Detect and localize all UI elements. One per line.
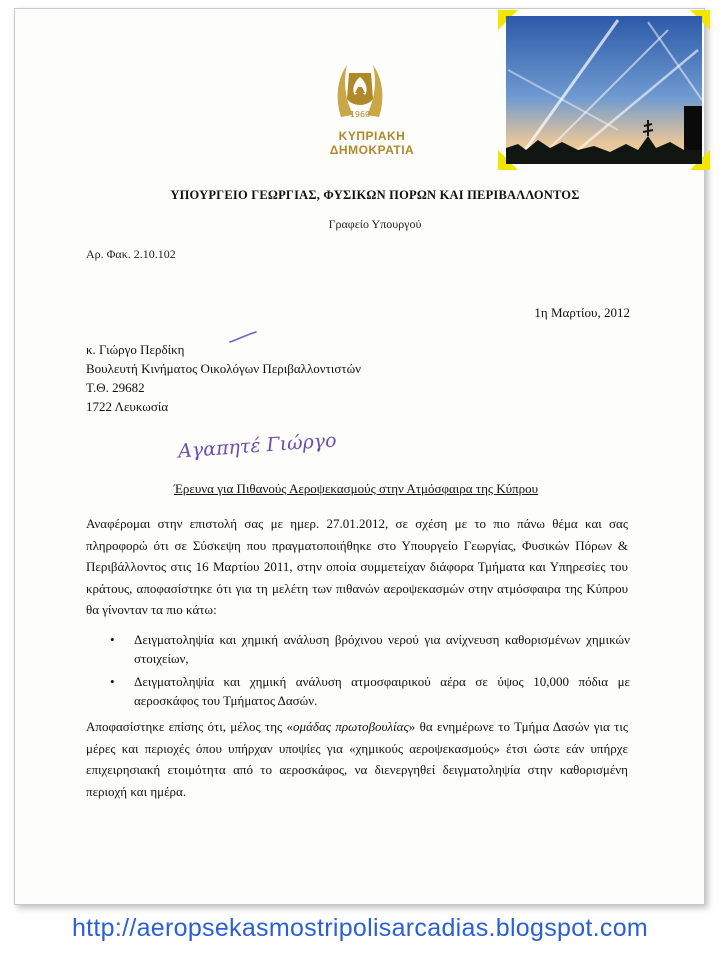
letter-subject: Έρευνα για Πιθανούς Αεροψεκασμούς στην Ατμόσφαιρα της Κύπρου (173, 481, 539, 496)
blog-url-watermark: http://aeropsekasmostripolisarcadias.blogspot.com (71, 914, 649, 942)
measures-list (110, 630, 630, 714)
republic-name: ΚΥΠΡΙΑΚΗ ΔΗΜΟΚΡΑΤΙΑ (329, 129, 415, 157)
body-paragraph-1: Αναφέρομαι στην επιστολή σας με ημερ. 27.01.2012, σε σχέση με το πιο πάνω θέμα και σας πληροφορώ ότι σε Σύσκεψη που πραγματοποιήθηκε στο Υπουργείο Γεωργίας, Φυσικών Πόρων & Περιβάλλοντος στις 16 Μαρτίου 2011, στην οποία συμμετείχαν διάφορα Τμήματα και Υπηρεσίες του κράτους, αποφασίστηκε ότι για τη μελέτη των πιθανών αεροψεκασμών στην ατμόσφαιρα της Κύπρου θα γίνονταν τα πιο κάτω: (86, 516, 628, 617)
coat-of-arms-emblem (333, 59, 387, 125)
recipient-city: 1722 Λευκωσία (86, 399, 169, 414)
list-item: • Δειγματοληψία και χημική ανάλυση βρόχινου νερού για ανίχνευση καθορισμένων χημικών στοιχείων, (110, 630, 630, 668)
paragraph-2-italic: ομάδας πρωτοβουλίας (293, 719, 409, 734)
recipient-title: Βουλευτή Κινήματος Οικολόγων Περιβαλλοντιστών (86, 361, 362, 376)
svg-text:1960: 1960 (349, 110, 371, 119)
office-subheading: Γραφείο Υπουργού (328, 217, 422, 231)
handwritten-greeting (176, 425, 366, 465)
handwritten-tick-mark (228, 330, 258, 348)
svg-text:Αγαπητέ Γιώργο: Αγαπητέ Γιώργο (177, 429, 338, 463)
recipient-name: κ. Γιώργο Περδίκη (86, 342, 185, 357)
paragraph-2-end: » θα ενημέρωνε το Τμήμα Δασών για τις μέρες και περιοχές όπου υπήρχαν υποψίες για «χημικούς αεροψεκασμούς» έτσι ώστε εάν υπήρχε επιχειρησιακή ετοιμότητα από το αεροσκάφος, να διενεργηθεί δειγματοληψία στην καθορισμένη περιοχή και ημέρα. (86, 719, 628, 799)
recipient-po-box: Τ.Θ. 29682 (86, 380, 145, 395)
paragraph-2-start: Αποφασίστηκε επίσης ότι, μέλος της « (86, 719, 294, 734)
ministry-heading: ΥΠΟΥΡΓΕΙΟ ΓΕΩΡΓΙΑΣ, ΦΥΣΙΚΩΝ ΠΟΡΩΝ ΚΑΙ ΠΕΡΙΒΑΛΛΟΝΤΟΣ (170, 188, 580, 202)
file-reference: Αρ. Φακ. 2.10.102 (86, 247, 176, 261)
letter-date: 1η Μαρτίου, 2012 (534, 305, 630, 320)
recipient-address (86, 340, 361, 416)
chemtrail-sky-photo (498, 10, 710, 170)
list-item: • Δειγματοληψία και χημική ανάλυση ατμοσφαιρικού αέρα σε ύψος 10,000 πόδια με αεροσκάφος του Τμήματος Δασών. (110, 672, 630, 710)
body-paragraph-2 (86, 716, 628, 802)
